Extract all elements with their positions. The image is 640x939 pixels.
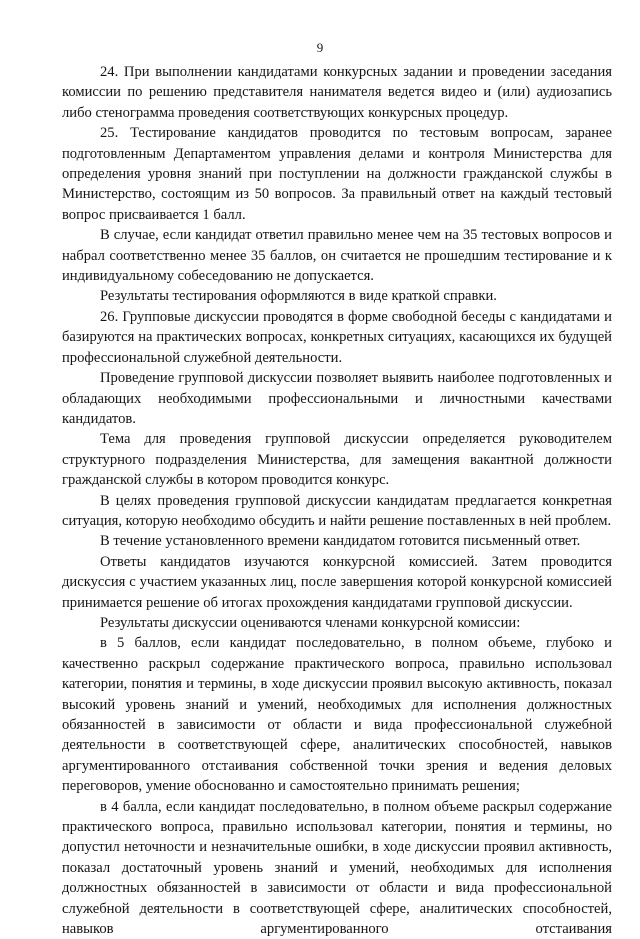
paragraph-discussion-situation: В целях проведения групповой дискуссии кандидатам предлагается конкретная ситуация, которую необходимо обсудить и найти решение поставленных в ней проблем. [62,492,612,529]
paragraph-discussion-topic: Тема для проведения групповой дискуссии определяется руководителем структурного подразделения Министерства, для замещения вакантной должности гражданской службы в котором проводится конкурс. [62,431,612,489]
paragraph-score-5: в 5 баллов, если кандидат последовательно, в полном объеме, глубоко и качественно раскрыл содержание практического вопроса, правильно использовал категории, понятия и термины, в ходе дискуссии проявил высокую активность, показал высокий уровень знаний и умений, необходимых для исполнения должностных обязанностей в зависимости от области и вида профессиональной служебной деятельности в соответствующей сфере, аналитических способностей, навыков аргументированного отстаивания собственной точки зрения и ведения деловых переговоров, умение обоснованно и самостоятельно принимать решения; [62,635,612,795]
document-body [62,62,612,939]
paragraph-25: 25. Тестирование кандидатов проводится по тестовым вопросам, заранее подготовленным Департаментом управления делами и контроля Министерства для определения уровня знаний при поступлении на должности гражданской службы в Министерство, состоящим из 50 вопросов. За правильный ответ на каждый тестовый вопрос присваивается 1 балл. [62,125,612,223]
paragraph-score-4: в 4 балла, если кандидат последовательно, в полном объеме раскрыл содержание практического вопроса, правильно использовал категории, понятия и термины, но допустил неточности и незначительные ошибки, в ходе дискуссии проявил активность, показал достаточный уровень знаний и умений, необходимых для исполнения должностных обязанностей в зависимости от области и вида профессиональной служебной деятельности в соответствующей сфере, аналитических способностей, навыков аргументированного отстаивания [62,798,612,938]
paragraph-test-results: Результаты тестирования оформляются в виде краткой справки. [100,288,497,305]
paragraph-evaluation-intro: Результаты дискуссии оцениваются членами конкурсной комиссии: [100,614,521,631]
paragraph-written-answer: В течение установленного времени кандидатом готовится письменный ответ. [100,533,581,550]
paragraph-discussion-purpose: Проведение групповой дискуссии позволяет выявить наиболее подготовленных и обладающих необходимыми профессиональными и личностными качествами кандидатов. [62,370,612,427]
page-number: 9 [316,40,324,55]
paragraph-answer-review: Ответы кандидатов изучаются конкурсной комиссией. Затем проводится дискуссия с участием указанных лиц, после завершения которой конкурсной комиссией принимается решение об итогах прохождения кандидатами групповой дискуссии. [62,553,612,611]
paragraph-26: 26. Групповые дискуссии проводятся в форме свободной беседы с кандидатами и базируются на практических вопросах, конкретных ситуациях, касающихся их будущей профессиональной служебной деятельности. [62,308,612,366]
paragraph-test-failure-rule: В случае, если кандидат ответил правильно менее чем на 35 тестовых вопросов и набрал соответственно менее 35 баллов, он считается не прошедшим тестирование и к индивидуальному собеседованию не допускается. [62,227,612,285]
paragraph-24: 24. При выполнении кандидатами конкурсных задании и проведении заседания комиссии по решению представителя нанимателя ведется видео и (или) аудиозапись либо стенограмма проведения соответствующих конкурсных процедур. [62,64,612,121]
